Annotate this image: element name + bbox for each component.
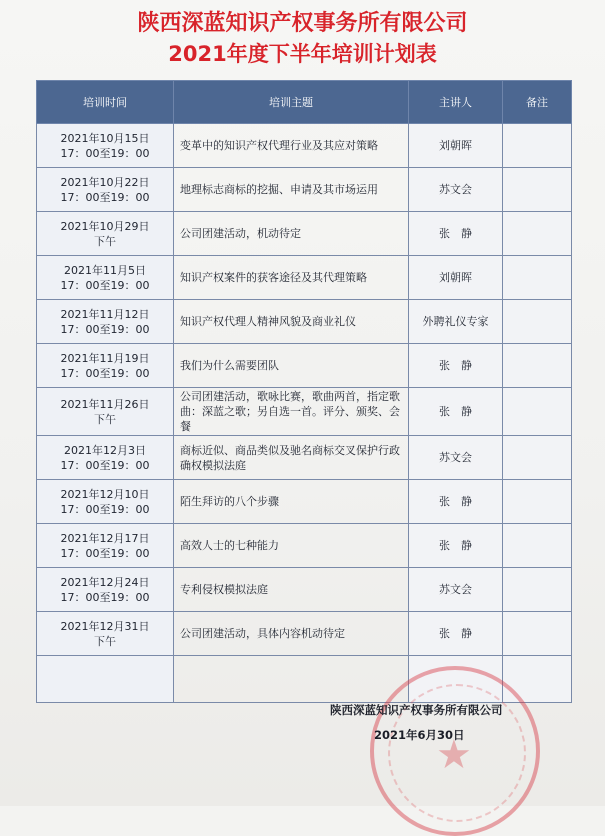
training-time-cell	[37, 256, 174, 300]
training-time-cell	[37, 568, 174, 612]
training-topic-cell: 知识产权案件的获客途径及其代理策略	[174, 256, 409, 300]
training-date: 2021年11月19日	[60, 351, 150, 365]
speaker-cell: 刘朝晖	[409, 124, 503, 168]
training-time-cell	[37, 300, 174, 344]
training-date: 2021年10月22日	[60, 175, 150, 189]
training-topic-cell: 公司团建活动，机动待定	[174, 212, 409, 256]
company-seal: ★	[370, 666, 540, 836]
speaker-cell: 张 静	[409, 388, 503, 436]
note-cell	[503, 124, 572, 168]
training-date: 2021年11月26日	[60, 397, 150, 411]
column-header-topic: 培训主题	[174, 81, 409, 124]
training-time-cell	[37, 480, 174, 524]
footer-organization: 陕西深蓝知识产权事务所有限公司	[330, 703, 503, 717]
note-cell	[503, 212, 572, 256]
speaker-cell: 张 静	[409, 212, 503, 256]
table-row	[37, 124, 572, 168]
note-cell	[503, 388, 572, 436]
training-date: 2021年10月29日	[60, 219, 150, 233]
speaker-cell: 张 静	[409, 524, 503, 568]
training-time-cell	[37, 212, 174, 256]
note-cell	[503, 568, 572, 612]
note-cell	[503, 612, 572, 656]
training-hours: 17：00至19：00	[60, 190, 150, 204]
document-subtitle: 2021年度下半年培训计划表	[168, 42, 437, 66]
training-date: 2021年12月10日	[60, 487, 150, 501]
training-date: 2021年11月12日	[60, 307, 150, 321]
table-row	[37, 612, 572, 656]
training-hours: 下午	[94, 634, 116, 648]
document-title: 陕西深蓝知识产权事务所有限公司	[137, 11, 468, 36]
note-cell	[503, 300, 572, 344]
training-topic-cell: 公司团建活动，具体内容机动待定	[174, 612, 409, 656]
training-time-cell	[37, 124, 174, 168]
note-cell	[503, 524, 572, 568]
training-date: 2021年12月31日	[60, 619, 150, 633]
table-row	[37, 568, 572, 612]
column-header-time: 培训时间	[37, 81, 174, 124]
training-hours: 17：00至19：00	[60, 322, 150, 336]
training-time-cell	[37, 168, 174, 212]
training-time-cell	[37, 524, 174, 568]
speaker-cell: 张 静	[409, 480, 503, 524]
speaker-cell: 外聘礼仪专家	[409, 300, 503, 344]
speaker-cell: 苏文会	[409, 568, 503, 612]
training-topic-cell: 专利侵权模拟法庭	[174, 568, 409, 612]
note-cell	[503, 436, 572, 480]
training-topic-cell: 商标近似、商品类似及驰名商标交叉保护行政确权模拟法庭	[174, 436, 409, 480]
training-date: 2021年11月5日	[64, 263, 146, 277]
column-header-note: 备注	[503, 81, 572, 124]
table-row	[37, 300, 572, 344]
footer-date: 2021年6月30日	[374, 728, 465, 742]
training-topic-cell: 我们为什么需要团队	[174, 344, 409, 388]
training-hours: 17：00至19：00	[60, 590, 150, 604]
table-row	[37, 256, 572, 300]
training-hours: 17：00至19：00	[60, 146, 150, 160]
training-hours: 17：00至19：00	[60, 546, 150, 560]
training-time-cell	[37, 388, 174, 436]
training-hours: 17：00至19：00	[60, 278, 150, 292]
table-header-row	[37, 81, 572, 124]
training-time-cell	[37, 436, 174, 480]
training-topic-cell: 知识产权代理人精神风貌及商业礼仪	[174, 300, 409, 344]
table-row	[37, 524, 572, 568]
table-row	[37, 480, 572, 524]
speaker-cell: 苏文会	[409, 168, 503, 212]
note-cell	[503, 256, 572, 300]
speaker-cell: 苏文会	[409, 436, 503, 480]
training-hours: 下午	[94, 234, 116, 248]
table-row	[37, 212, 572, 256]
training-topic-cell: 陌生拜访的八个步骤	[174, 480, 409, 524]
speaker-cell: 张 静	[409, 344, 503, 388]
training-schedule-table	[36, 80, 572, 703]
training-hours: 下午	[94, 412, 116, 426]
note-cell	[503, 344, 572, 388]
column-header-speaker: 主讲人	[409, 81, 503, 124]
blank-cell	[174, 656, 409, 703]
training-hours: 17：00至19：00	[60, 458, 150, 472]
training-date: 2021年10月15日	[60, 131, 150, 145]
training-topic-cell: 高效人士的七种能力	[174, 524, 409, 568]
training-date: 2021年12月17日	[60, 531, 150, 545]
note-cell	[503, 480, 572, 524]
training-time-cell	[37, 344, 174, 388]
training-topic-cell: 公司团建活动，歌咏比赛，歌曲两首，指定歌曲：深蓝之歌；另自选一首。评分、颁奖、会餐	[174, 388, 409, 436]
table-row	[37, 436, 572, 480]
training-topic-cell: 变革中的知识产权代理行业及其应对策略	[174, 124, 409, 168]
training-topic-cell: 地理标志商标的挖掘、申请及其市场运用	[174, 168, 409, 212]
speaker-cell: 张 静	[409, 612, 503, 656]
table-row	[37, 344, 572, 388]
table-row	[37, 168, 572, 212]
speaker-cell: 刘朝晖	[409, 256, 503, 300]
training-date: 2021年12月24日	[60, 575, 150, 589]
training-time-cell	[37, 612, 174, 656]
blank-cell	[37, 656, 174, 703]
training-date: 2021年12月3日	[64, 443, 146, 457]
table-row	[37, 388, 572, 436]
note-cell	[503, 168, 572, 212]
training-hours: 17：00至19：00	[60, 502, 150, 516]
training-hours: 17：00至19：00	[60, 366, 150, 380]
